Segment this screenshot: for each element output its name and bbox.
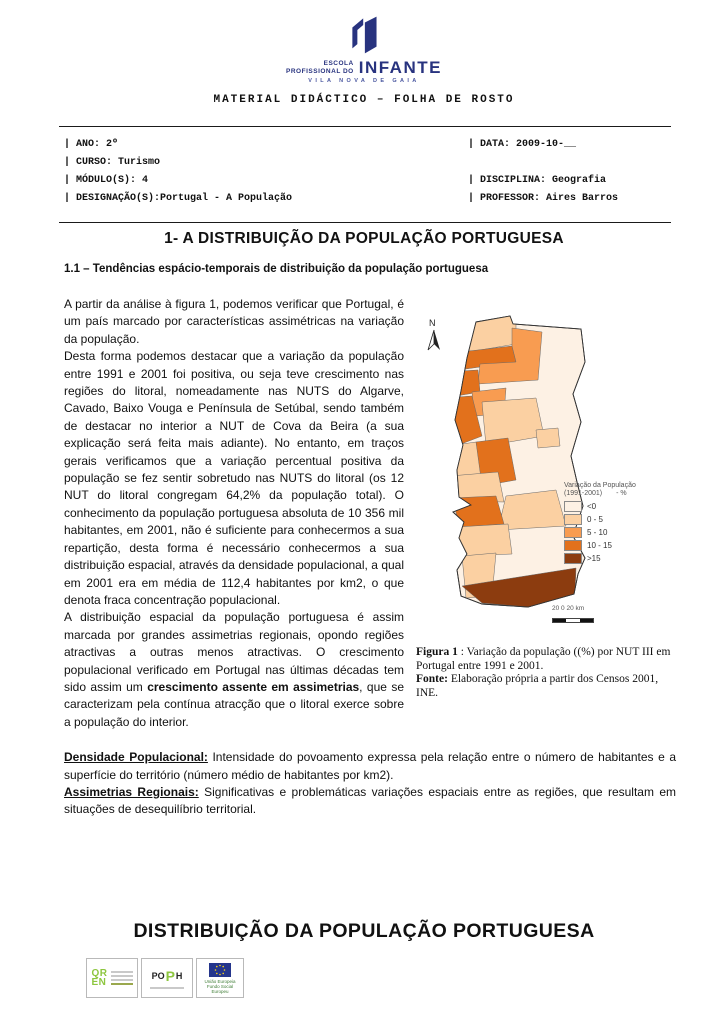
figure-source-label: Fonte: xyxy=(416,673,448,685)
map-scale-bar: 20 0 20 km xyxy=(552,600,622,623)
field-blank xyxy=(468,154,618,172)
legend-swatch xyxy=(564,553,582,564)
qren-logo: QR EN xyxy=(86,958,138,998)
map-legend-unit: - % xyxy=(616,490,627,497)
document-type-heading: MATERIAL DIDÁCTICO – FOLHA DE ROSTO xyxy=(213,94,515,106)
field-curso: | CURSO: Turismo xyxy=(64,157,161,168)
qren-smallprint xyxy=(111,969,133,987)
school-logo-icon xyxy=(349,12,379,58)
field-ano: | ANO: 2º xyxy=(64,139,119,150)
bottom-title: DISTRIBUIÇÃO DA POPULAÇÃO PORTUGUESA xyxy=(133,920,595,942)
paragraph-1: A partir da análise à figura 1, podemos verificar que Portugal, é um país marcado por características assimétricas na variação da população. xyxy=(64,297,404,346)
header-fields-left xyxy=(64,136,292,208)
school-logo xyxy=(286,12,442,84)
figure-caption-label: Figura 1 xyxy=(416,646,458,658)
school-subname: ESCOLA PROFISSIONAL DO xyxy=(286,60,354,75)
eu-smallprint: União Europeia Fundo Social Europeu xyxy=(204,978,236,994)
header-fields-right xyxy=(468,136,618,208)
definition-assimetrias: Assimetrias Regionais: Significativas e problemáticas variações espaciais entre as regiões, que resultam em situações de desequilíbrio territorial. xyxy=(64,784,676,817)
poph-smallprint xyxy=(150,987,184,989)
field-disciplina: | DISCIPLINA: Geografia xyxy=(468,175,607,186)
school-city: VILA NOVA DE GAIA xyxy=(308,78,420,84)
field-modulos: | MÓDULO(S): 4 xyxy=(64,175,149,186)
legend-item: >15 xyxy=(564,553,672,564)
figure-1 xyxy=(416,296,676,708)
eu-flag-logo xyxy=(196,958,244,998)
legend-swatch xyxy=(564,540,582,551)
section-title: 1- A DISTRIBUIÇÃO DA POPULAÇÃO PORTUGUESA xyxy=(164,230,564,247)
definition-densidade: Densidade Populacional: Intensidade do povoamento expressa pela relação entre o número de habitantes e a superfície do território (número médio de habitantes por km2). xyxy=(64,750,677,782)
legend-swatch xyxy=(564,501,582,512)
paragraph-3: A distribuição espacial da população portuguesa é assim marcada por grandes assimetrias regionais, opondo regiões atractivas a outras menos atractivas. O crescimento populacional verificado em Portugal nas últimas décadas tem sido assim um crescimento assente em assimetrias, que se caracterizam pela contínua atracção que o litoral exerce sobre a população do interior. xyxy=(64,610,404,729)
north-arrow-icon xyxy=(428,318,440,350)
portugal-map xyxy=(424,304,609,636)
horizontal-rule-bottom xyxy=(59,222,671,223)
field-designacao: | DESIGNAÇÃO(S):Portugal - A População xyxy=(64,193,293,204)
legend-swatch xyxy=(564,527,582,538)
eu-flag-icon xyxy=(209,963,231,977)
body-content xyxy=(64,296,676,819)
subsection-title: 1.1 – Tendências espácio-temporais de distribuição da população portuguesa xyxy=(64,263,489,275)
legend-swatch xyxy=(564,514,582,525)
poph-logo: PO P H xyxy=(141,958,193,998)
footer-logos xyxy=(86,958,244,998)
definitions xyxy=(64,749,676,819)
map-legend xyxy=(564,482,672,564)
figure-caption: Figura 1 : Variação da população ((%) por NUT III em Portugal entre 1991 e 2001. Fonte: Elaboração própria a partir dos Censos 2001, INE. xyxy=(416,646,671,699)
field-data: | DATA: 2009-10-__ xyxy=(468,139,577,150)
legend-item: 10 - 15 xyxy=(564,540,672,551)
horizontal-rule-top xyxy=(59,126,671,127)
map-legend-title: Variação da População (1991-2001) - % xyxy=(564,482,636,497)
svg-text:N: N xyxy=(429,318,436,328)
school-name: INFANTE xyxy=(358,58,442,77)
paragraph-2: Desta forma podemos destacar que a variação da população entre 1991 e 2001 foi positiva, ou seja teve crescimento nas regiões do litoral, nomeadamente nas NUTS do Algarve, Cavado, Baixo Vouga e Península de Setúbal, sendo também de destacar no interior a NUT de Cova da Beira (a sua explicação será feita mais adiante). No entanto, em traços gerais verificamos que a variação percentual positiva da população se fez sentir sobretudo nas NUTS do litoral (os 12 NUT do litoral congregam 64,2% da população total). O conhecimento da população portuguesa absoluta de 10 356 mil habitantes, em 2001, não é suficiente para conhecermos a sua repartição, desta forma é necessário conhecermos a sua distribuição espacial, através da densidade populacional, a qual em 2001 era em média de 112,4 habitantes por km2, o que denota fraca concentração populacional. xyxy=(64,349,404,607)
school-name-row xyxy=(286,60,442,75)
scale-bar-icon xyxy=(552,618,594,623)
legend-item: <0 xyxy=(564,501,672,512)
legend-item: 0 - 5 xyxy=(564,514,672,525)
field-professor: | PROFESSOR: Aires Barros xyxy=(468,193,619,204)
legend-item: 5 - 10 xyxy=(564,527,672,538)
